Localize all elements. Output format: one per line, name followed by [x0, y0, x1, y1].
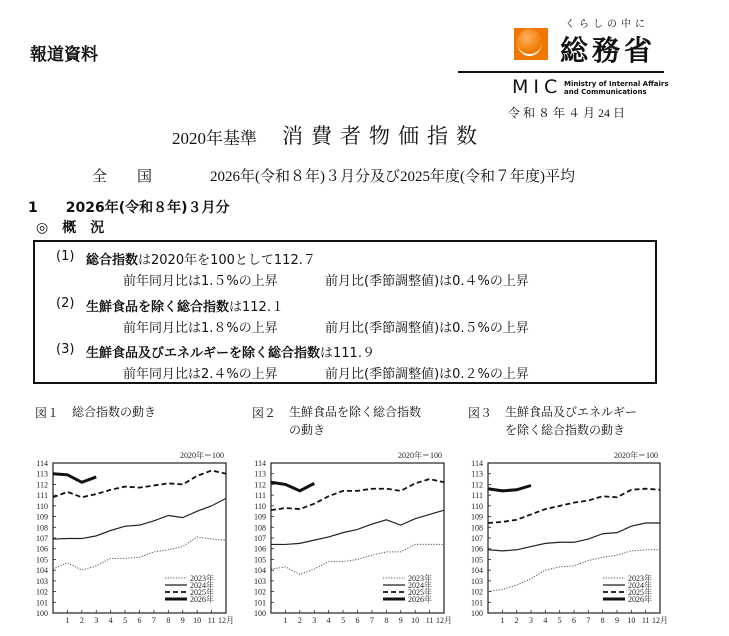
section-heading: 1 2026年(令和８年)３月分 [28, 200, 230, 216]
y-tick-label: 100 [36, 609, 48, 618]
x-tick-label: 12月 [436, 616, 452, 625]
yoy-change: 前年同月比は2.４%の上昇 [123, 367, 278, 382]
y-tick-label: 103 [471, 576, 483, 586]
title-base: 2020年基準 [172, 129, 257, 148]
y-tick-label: 109 [36, 512, 48, 522]
x-tick-label: 5 [341, 616, 346, 625]
legend-label: 2025年 [408, 588, 432, 597]
y-tick-label: 102 [36, 587, 48, 597]
y-tick-label: 110 [254, 501, 266, 511]
y-tick-label: 104 [471, 566, 483, 576]
y-tick-label: 111 [471, 491, 483, 501]
subtitle-period: 2026年(令和８年)３月分及び2025年度(令和７年度)平均 [210, 169, 575, 185]
yoy-change: 前年同月比は1.８%の上昇 [123, 321, 278, 336]
x-tick-label: 9 [615, 616, 619, 625]
line-chart [245, 450, 455, 636]
x-tick-label: 6 [572, 616, 576, 625]
y-tick-label: 107 [254, 534, 266, 543]
legend-label: 2024年 [628, 581, 652, 590]
x-tick-label: 8 [166, 616, 171, 625]
x-tick-label: 1 [65, 616, 70, 625]
summary-item-number: (1) [56, 249, 75, 264]
y-tick-label: 105 [471, 555, 483, 565]
y-tick-label: 113 [254, 469, 266, 479]
summary-item-headline [86, 342, 375, 361]
release-date: 令 和 ８ 年 ４ 月 24 日 [508, 106, 626, 120]
x-tick-label: 12月 [652, 616, 668, 625]
x-tick-label: 7 [369, 616, 374, 625]
y-tick-label: 114 [36, 459, 48, 468]
x-tick-label: 5 [557, 616, 562, 625]
y-tick-label: 107 [471, 534, 483, 543]
index-value: は111.９ [320, 346, 375, 361]
y-tick-label: 112 [36, 480, 48, 490]
mom-change: 前月比(季節調整値)は0.２%の上昇 [325, 367, 529, 382]
x-tick-label: 6 [355, 616, 360, 625]
summary-item-number: (3) [56, 342, 75, 357]
series-line-2024 [271, 510, 444, 544]
y-tick-label: 111 [36, 491, 48, 501]
y-tick-label: 101 [36, 598, 48, 608]
x-tick-label: 3 [312, 616, 317, 625]
logo-divider [458, 71, 664, 73]
summary-item-headline [86, 249, 316, 268]
y-tick-label: 110 [36, 501, 48, 511]
y-tick-label: 114 [471, 459, 483, 468]
y-tick-label: 112 [471, 480, 483, 490]
logo-en-line-1: Ministry of Internal Affairs [564, 80, 669, 88]
series-line-2025 [53, 471, 226, 498]
logo-english [564, 80, 669, 96]
y-tick-label: 104 [36, 566, 48, 576]
legend-label: 2023年 [408, 574, 432, 583]
index-value: は2020年を100として112.７ [138, 253, 316, 268]
x-tick-label: 6 [137, 616, 142, 625]
x-tick-label: 1 [500, 616, 505, 625]
figure-title-2: を除く総合指数の動き [505, 423, 626, 437]
release-label: 報道資料 [30, 45, 98, 65]
x-tick-label: 2 [79, 616, 84, 625]
base-note: 2020年＝100 [614, 451, 658, 460]
subtitle-area: 全 国 [92, 169, 153, 185]
legend-label: 2024年 [190, 581, 214, 590]
x-tick-label: 11 [641, 616, 650, 625]
series-line-2025 [488, 489, 660, 523]
figure-title: 総合指数の動き [72, 405, 157, 419]
y-tick-label: 105 [36, 555, 48, 565]
base-note: 2020年＝100 [180, 451, 224, 460]
y-tick-label: 108 [471, 523, 483, 533]
figure-title: 生鮮食品を除く総合指数 [289, 405, 422, 419]
x-tick-label: 7 [151, 616, 156, 625]
base-note: 2020年＝100 [398, 451, 442, 460]
y-tick-label: 103 [36, 576, 48, 586]
x-tick-label: 4 [326, 616, 331, 625]
series-line-2026 [271, 482, 314, 491]
y-tick-label: 101 [254, 598, 266, 608]
y-tick-label: 108 [254, 523, 266, 533]
y-tick-label: 112 [254, 480, 266, 490]
logo-mic: MIC [512, 76, 563, 98]
x-tick-label: 8 [384, 616, 389, 625]
figure-title-2: の動き [289, 423, 326, 437]
mom-change: 前月比(季節調整値)は0.５%の上昇 [325, 321, 529, 336]
summary-item-headline [86, 296, 284, 315]
summary-item-number: (2) [56, 296, 75, 311]
x-tick-label: 11 [425, 616, 434, 625]
x-tick-label: 4 [108, 616, 113, 625]
y-tick-label: 106 [254, 544, 266, 554]
series-line-2026 [53, 474, 96, 483]
line-chart [460, 450, 670, 636]
legend-label: 2024年 [408, 581, 432, 590]
x-tick-label: 5 [123, 616, 128, 625]
x-tick-label: 3 [94, 616, 99, 625]
y-tick-label: 113 [36, 469, 48, 479]
x-tick-label: 7 [586, 616, 591, 625]
logo-name: 総務省 [560, 34, 657, 67]
x-tick-label: 4 [543, 616, 548, 625]
y-tick-label: 113 [471, 469, 483, 479]
figure-label: 図３ [468, 406, 493, 420]
y-tick-label: 105 [254, 555, 266, 565]
index-value: は112.１ [229, 300, 284, 315]
y-tick-label: 106 [471, 544, 483, 554]
series-line-2024 [53, 498, 226, 539]
yoy-change: 前年同月比は1.５%の上昇 [123, 274, 278, 289]
x-tick-label: 12月 [218, 616, 234, 625]
x-tick-label: 9 [180, 616, 185, 625]
y-tick-label: 111 [254, 491, 266, 501]
series-line-2023 [53, 537, 226, 570]
y-tick-label: 102 [471, 587, 483, 597]
figure-label: 図２ [252, 406, 277, 420]
index-name: 生鮮食品を除く総合指数 [86, 300, 230, 315]
legend-label: 2023年 [190, 574, 214, 583]
y-tick-label: 100 [254, 609, 266, 618]
x-tick-label: 2 [297, 616, 302, 625]
y-tick-label: 100 [471, 609, 483, 618]
y-tick-label: 114 [254, 459, 266, 468]
x-tick-label: 9 [398, 616, 403, 625]
y-tick-label: 101 [471, 598, 483, 608]
y-tick-label: 107 [36, 534, 48, 543]
line-chart [30, 450, 240, 636]
mom-change: 前月比(季節調整値)は0.４%の上昇 [325, 274, 529, 289]
logo-tagline: くらしの中に [565, 19, 649, 30]
series-line-2025 [271, 479, 444, 510]
logo-en-line-2: and Communications [564, 88, 647, 96]
series-line-2024 [488, 523, 660, 551]
figure-title: 生鮮食品及びエネルギー [505, 405, 638, 419]
y-tick-label: 104 [254, 566, 266, 576]
y-tick-label: 109 [471, 512, 483, 522]
x-tick-label: 8 [600, 616, 605, 625]
x-tick-label: 1 [283, 616, 288, 625]
figure-label: 図１ [35, 406, 60, 420]
legend-label: 2026年 [190, 595, 214, 604]
y-tick-label: 102 [254, 587, 266, 597]
legend-label: 2025年 [628, 588, 652, 597]
legend-label: 2025年 [190, 588, 214, 597]
series-line-2023 [271, 544, 444, 574]
index-name: 生鮮食品及びエネルギーを除く総合指数 [86, 346, 321, 361]
legend-label: 2026年 [408, 595, 432, 604]
x-tick-label: 10 [411, 616, 420, 625]
y-tick-label: 103 [254, 576, 266, 586]
y-tick-label: 106 [36, 544, 48, 554]
y-tick-label: 109 [254, 512, 266, 522]
x-tick-label: 3 [529, 616, 533, 625]
y-tick-label: 108 [36, 523, 48, 533]
logo-mark-icon [514, 28, 548, 60]
index-name: 総合指数 [86, 253, 139, 268]
x-tick-label: 10 [627, 616, 636, 625]
series-line-2026 [488, 486, 531, 491]
legend-label: 2026年 [628, 595, 652, 604]
y-tick-label: 110 [471, 501, 483, 511]
page-title: 消費者物価指数 [282, 124, 485, 148]
x-tick-label: 2 [514, 616, 519, 625]
x-tick-label: 10 [193, 616, 202, 625]
x-tick-label: 11 [207, 616, 216, 625]
legend-label: 2023年 [628, 574, 652, 583]
overview-heading: ◎ 概 況 [36, 220, 105, 236]
